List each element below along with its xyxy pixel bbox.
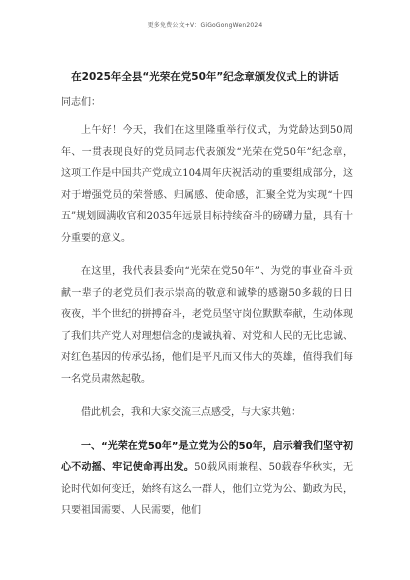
section-1-text: 50载风雨兼程、50载春华秋实，无论时代如何变迁，始终有这么一群人，他们立党为公、勤政为民，只要祖国需要、人民需要，他们 (61, 462, 354, 516)
document-title: 在2025年全县“光荣在党50年”纪念章颁发仪式上的讲话 (71, 71, 339, 83)
watermark: 更多免费公文+V：GiGoGongWen2024 (147, 22, 263, 29)
section-1-heading: 一、“光荣在党50年”是立党为公的50年，启示着我们坚守初心不动摇、牢记使命再出发。 (61, 440, 353, 473)
paragraph-greeting: 上午好！今天，我们在这里隆重举行仪式，为党龄达到50周年、一贯表现良好的党员同志代表颁发“光荣在党50年”纪念章，这项工作是中国共产党成立104周年庆祝活动的重要组成部分，这对于增强党员的荣誉感、归属感、使命感，汇聚全党为实现“十四五”规划圆满收官和2035年远景目标持续奋斗的磅礴力量，具有十分重要的意义。 (61, 125, 353, 244)
document-body (61, 120, 353, 534)
paragraph-tribute: 在这里，我代表县委向“光荣在党50年”、为党的事业奋斗贡献一辈子的老党员们表示崇高的敬意和诚挚的感谢50多载的日日夜夜，半个世纪的拼搏奋斗，老党员坚守岗位默默奉献，生动体现了我们共产党人对理想信念的虔诚执着、对党和人民的无比忠诚、对红色基因的传承弘扬，他们是平凡而又伟大的英雄，值得我们每一名党员肃然起敬。 (61, 266, 353, 385)
section-1 (61, 436, 353, 522)
salutation: 同志们： (61, 97, 101, 108)
paragraph-intro: 借此机会，我和大家交流三点感受，与大家共勉： (81, 407, 301, 418)
